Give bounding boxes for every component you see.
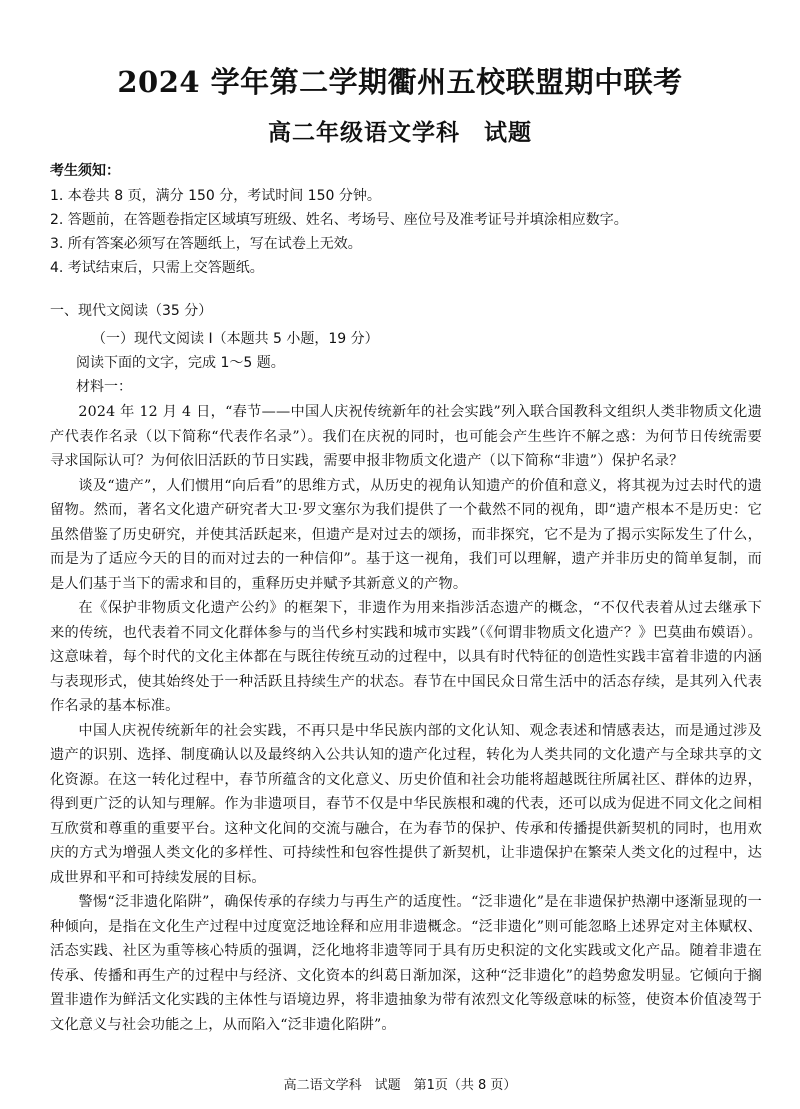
- notice-item: 3. 所有答案必须写在答题纸上，写在试卷上无效。: [50, 236, 362, 252]
- page-footer: 高二语文学科 试题 第1页（共 8 页）: [283, 1078, 517, 1093]
- notice-item: 4. 考试结束后，只需上交答题纸。: [50, 260, 264, 276]
- notice-item: 2. 答题前，在答题卷指定区域填写班级、姓名、考场号、座位号及准考证号并填涂相应数字。: [50, 212, 628, 228]
- notice-heading: 考生须知：: [50, 163, 120, 179]
- notice-item: 1. 本卷共 8 页，满分 150 分，考试时间 150 分钟。: [50, 188, 381, 204]
- passage-paragraph: 警惕“泛非遗化陷阱”，确保传承的存续力与再生产的适度性。“泛非遗化”是在非遗保护热潮中逐渐显现的一种倾向，是指在文化生产过程中过度宽泛地诠释和应用非遗概念。“泛非遗化”则可能忽略上述界定对主体赋权、活态实践、社区为重等核心特质的强调，泛化地将非遗等同于具有历史积淀的文化实践或文化产品。随着非遗在传承、传播和再生产的过程中与经济、文化资本的纠葛日渐加深，这种“泛非遗化”的趋势愈发明显。它倾向于搁置非遗作为鲜活文化实践的主体性与语境边界，将非遗抽象为带有浓烈文化等级意味的标签，使资本价值凌驾于文化意义与社会功能之上，从而陷入“泛非遗化陷阱”。: [50, 894, 762, 1033]
- passage-paragraph: 在《保护非物质文化遗产公约》的框架下，非遗作为用来指涉活态遗产的概念，“不仅代表着从过去继承下来的传统，也代表着不同文化群体参与的当代乡村实践和城市实践”（《何谓非物质文化遗产？》巴莫曲布嫫语）。这意味着，每个时代的文化主体都在与既往传统互动的过程中，以具有时代特征的创造性实践丰富着非遗的内涵与表现形式，使其始终处于一种活跃且持续生产的状态。春节在中国民众日常生活中的活态存续，是其列入代表作名录的基本标准。: [50, 600, 762, 714]
- subsection-heading: （一）现代文阅读 I（本题共 5 小题，19 分）: [92, 331, 379, 347]
- exam-subtitle: 高二年级语文学科 试题: [268, 119, 532, 146]
- passage-paragraph: 中国人庆祝传统新年的社会实践，不再只是中华民族内部的文化认知、观念表述和情感表达，而是通过涉及遗产的识别、选择、制度确认以及最终纳入公共认知的遗产化过程，转化为人类共同的文化遗产与全球共享的文化资源。在这一转化过程中，春节所蕴含的文化意义、历史价值和社会功能将超越既往所属社区、群体的边界，得到更广泛的认知与理解。作为非遗项目，春节不仅是中华民族根和魂的代表，还可以成为促进不同文化之间相互欣赏和尊重的重要平台。这种文化间的交流与融合，在为春节的保护、传承和传播提供新契机的同时，也用欢庆的方式为增强人类文化的多样性、可持续性和包容性提供了新契机，让非遗保护在繁荣人类文化的过程中，达成世界和平和可持续发展的目标。: [50, 722, 762, 886]
- material-label: 材料一：: [76, 379, 132, 395]
- exam-title: 2024 学年第二学期衢州五校联盟期中联考: [117, 65, 683, 99]
- passage-paragraph: 谈及“遗产”，人们惯用“向后看”的思维方式，从历史的视角认知遗产的价值和意义，将其视为过去时代的遗留物。然而，著名文化遗产研究者大卫·罗文塞尔为我们提供了一个截然不同的视角，即“遗产根本不是历史：它虽然借鉴了历史研究，并使其活跃起来，但遗产是对过去的颂扬，而非探究，它不是为了揭示实际发生了什么，而是为了适应今天的目的而对过去的一种信仰”。基于这一视角，我们可以理解，遗产并非历史的简单复制，而是人们基于当下的需求和目的，重释历史并赋予其新意义的产物。: [50, 477, 762, 592]
- notice-list: [50, 184, 770, 280]
- reading-passage: [50, 400, 762, 1037]
- section-heading: 一、现代文阅读（35 分）: [50, 303, 213, 319]
- passage-paragraph: 2024 年 12 月 4 日，“春节——中国人庆祝传统新年的社会实践”列入联合国教科文组织人类非物质文化遗产代表作名录（以下简称“代表作名录”）。我们在庆祝的同时，也可能会产生些许不解之惑：为何节日传统需要寻求国际认可？为何依旧活跃的节日实践，需要申报非物质文化遗产（以下简称“非遗”）保护名录？: [50, 404, 762, 469]
- reading-instruction: 阅读下面的文字，完成 1～5 题。: [76, 355, 285, 371]
